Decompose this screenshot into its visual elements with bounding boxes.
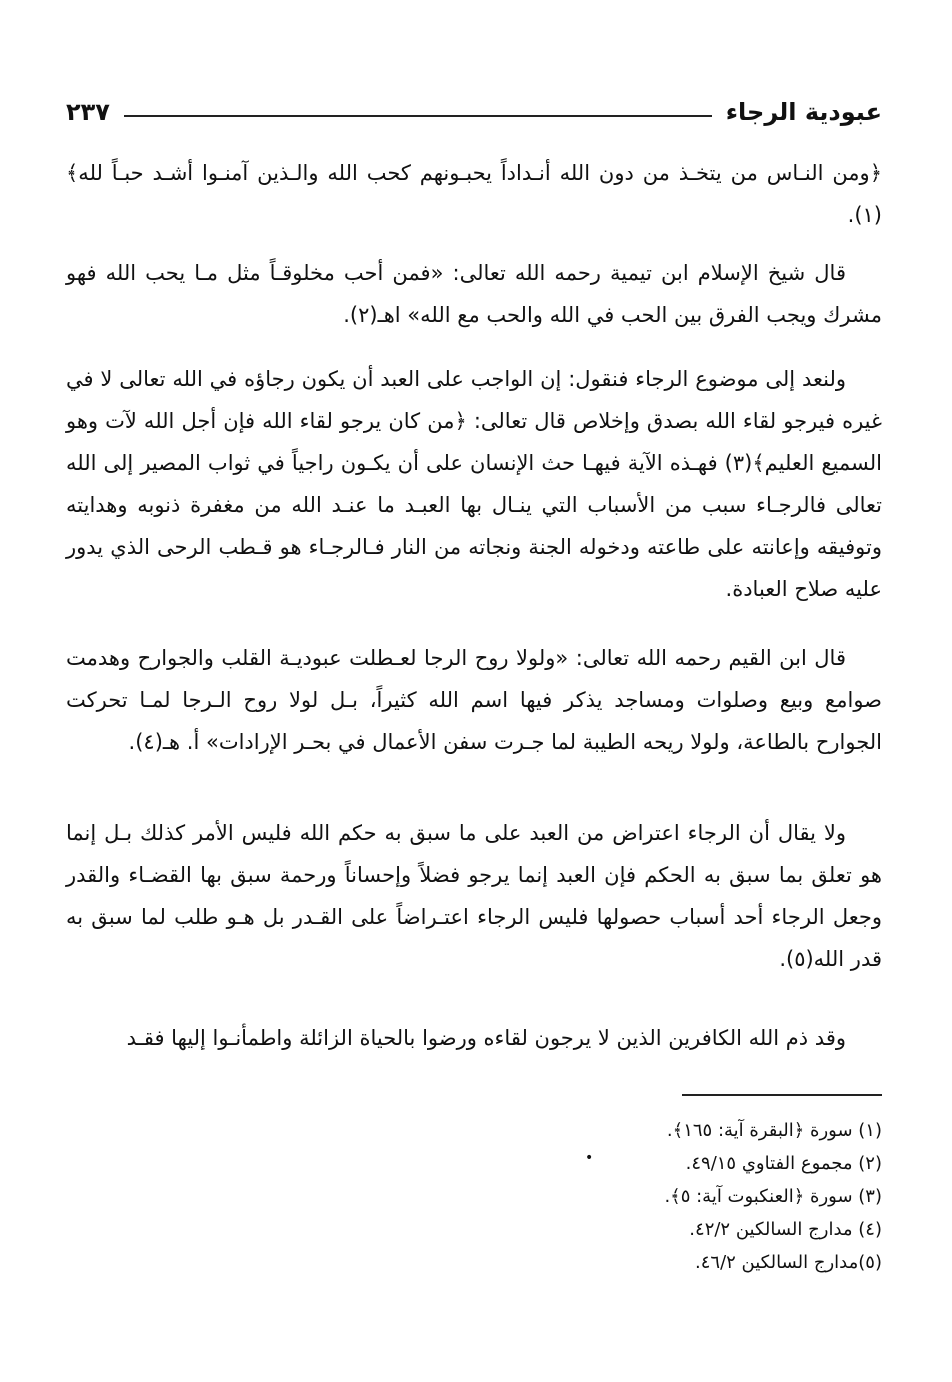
closing-paragraph: وقد ذم الله الكافرين الذين لا يرجون لقاءه ورضوا بالحياة الزائلة واطمأنـوا إليها فقـد (126, 1026, 846, 1050)
running-title: عبودية الرجاء (725, 98, 882, 126)
header-rule (124, 115, 712, 117)
footnote-3: (٣) سورة ﴿العنكبوت آية: ٥﴾. (664, 1186, 882, 1207)
footnote-4: (٤) مدارج السالكين ٤٢/٢. (689, 1219, 882, 1240)
footnotes (66, 1114, 882, 1279)
ibn-taymiyya-quote-paragraph: قال شيخ الإسلام ابن تيمية رحمه الله تعالى: «فمن أحب مخلوقـاً مثل مـا يحب الله فهو مشرك ويجب الفرق بين الحب في الله والحب مع الله» اهـ(٢). (66, 261, 882, 327)
page-header (66, 92, 882, 132)
objection-paragraph: ولا يقال أن الرجاء اعتراض من العبد على ما سبق به حكم الله فليس الأمر كذلك بـل إنما هو تعلق بما سبق به الحكم فإن العبد إنما يرجو فضلاً وإحساناً ورحمة سبق بها القضـاء والقدر وجعل الرجاء أحد أسباب حصولها فليس الرجاء اعتـراضاً على القـدر بل هـو طلب لما سبق به قدر الله(٥). (66, 821, 882, 971)
page-number: ٢٣٧ (66, 98, 110, 126)
quran-verse-paragraph: ﴿ومن النـاس من يتخـذ من دون الله أنـداداً يحبـونهم كحب الله والـذين آمنـوا أشـد حبـاً لله﴾(١). (66, 161, 882, 227)
stray-dot-mark: • (585, 1150, 594, 1166)
footnote-5: (٥)مدارج السالكين ٤٦/٢. (695, 1252, 882, 1273)
footnote-2: (٢) مجموع الفتاوي ٤٩/١٥. (685, 1153, 882, 1174)
footnote-rule (682, 1094, 882, 1096)
ibn-qayyim-quote-paragraph: قال ابن القيم رحمه الله تعالى: «ولولا روح الرجا لعـطلت عبوديـة القلب والجوارح وهدمت صوامع وبيع وصلوات ومساجد يذكر فيها اسم الله كثيراً، بـل لولا روح الـرجا لمـا تحركت الجوارح بالطاعة، ولولا ريحه الطيبة لما جـرت سفن الأعمال في بحـر الإرادات» أ. هـ(٤). (66, 646, 882, 754)
hope-topic-paragraph: ولنعد إلى موضوع الرجاء فنقول: إن الواجب على العبد أن يكون رجاؤه في الله تعالى لا في غيره فيرجو لقاء الله بصدق وإخلاص قال تعالى: ﴿من كان يرجو لقاء الله فإن أجل الله لآت وهو السميع العليم﴾(٣) فهـذه الآية فيهـا حث الإنسان على أن يكـون راجياً في ثواب المصير إلى الله تعالى فالرجـاء سبب من الأسباب التي ينـال بها العبـد ما عنـد الله من مغفرة ذنوبه وهدايته وتوفيقه وإعانته على طاعته ودخوله الجنة ونجاته من النار فـالرجـاء هو قـطب الرحى الذي يدور عليه صلاح العبادة. (66, 367, 882, 601)
footnote-1: (١) سورة ﴿البقرة آية: ١٦٥﴾. (666, 1120, 882, 1141)
